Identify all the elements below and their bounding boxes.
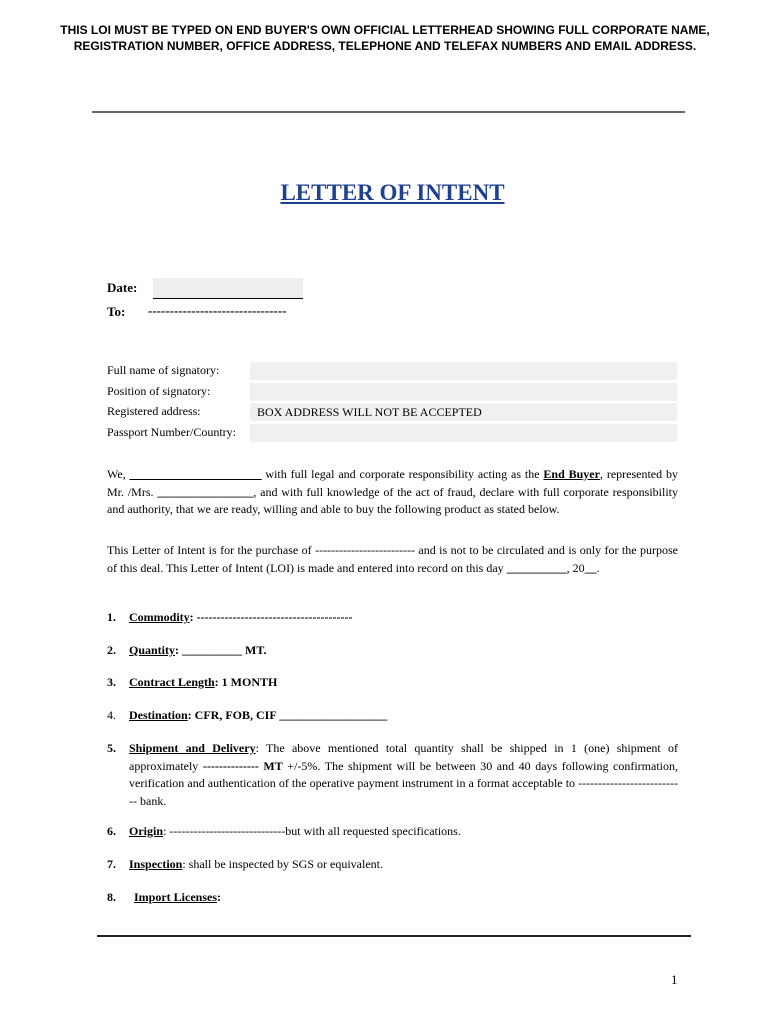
item-import-licenses: 8. Import Licenses: (107, 890, 221, 904)
address-field[interactable]: BOX ADDRESS WILL NOT BE ACCEPTED (250, 403, 677, 421)
full-name-field[interactable] (250, 362, 677, 380)
date-label: Date: (107, 280, 138, 295)
position-label: Position of signatory: (107, 384, 211, 398)
day-blank: __________ (506, 560, 567, 575)
purpose-paragraph: This Letter of Intent is for the purchase of ------------------------- and is not to be circulated and is only for the purpose of this deal. This Letter of Intent (LOI) is made and entered into record on this day __________, 20__. (107, 543, 678, 575)
end-buyer-term: End Buyer (543, 467, 600, 481)
item-commodity: 1. Commodity: --------------------------------------- (107, 610, 353, 624)
passport-label: Passport Number/Country: (107, 425, 236, 439)
document-title: LETTER OF INTENT (280, 180, 505, 205)
item-contract-length: 3. Contract Length: 1 MONTH (107, 675, 278, 689)
item-destination: 4. Destination: CFR, FOB, CIF __________________ (107, 708, 388, 722)
footer-divider (97, 935, 691, 937)
item-quantity: 2. Quantity: __________ MT. (107, 643, 267, 657)
date-field[interactable] (153, 278, 303, 299)
letterhead-instruction: THIS LOI MUST BE TYPED ON END BUYER'S OWN OFFICIAL LETTERHEAD SHOWING FULL CORPORATE NAME, REGISTRATION NUMBER, OFFICE ADDRESS, TELEPHONE AND TELEFAX NUMBERS AND EMAIL ADDRESS. (60, 23, 710, 53)
passport-field[interactable] (250, 424, 677, 442)
item-origin: 6. Origin: -----------------------------but with all requested specifications. (107, 824, 461, 838)
page-number: 1 (671, 972, 678, 987)
header-divider (92, 111, 685, 113)
company-name-blank: ______________________ (129, 467, 262, 481)
year-blank: __ (584, 560, 597, 575)
representative-blank: ________________ (157, 484, 254, 499)
to-recipient-blank: -------------------------------- (148, 303, 287, 318)
declaration-paragraph: We, ______________________ with full legal and corporate responsibility acting as the End Buyer, represented by Mr. /Mrs. ________________, and with full knowledge of the act of fraud, declare with full corporate responsibility and authority, that we are ready, willing and able to buy the following product as stated below. (107, 467, 678, 516)
full-name-label: Full name of signatory: (107, 363, 220, 377)
item-shipment-delivery: 5. Shipment and Delivery: The above mentioned total quantity shall be shipped in 1 (one) shipment of approximately -------------- MT +/-5%. The shipment will be between 30 and 40 days following confirmation, verification and authentication of the operative payment instrument in a format acceptable to --------------------------- bank. (107, 741, 679, 808)
address-label: Registered address: (107, 404, 201, 418)
item-inspection: 7. Inspection: shall be inspected by SGS or equivalent. (107, 857, 383, 871)
position-field[interactable] (250, 383, 677, 401)
to-label: To: (107, 304, 126, 319)
